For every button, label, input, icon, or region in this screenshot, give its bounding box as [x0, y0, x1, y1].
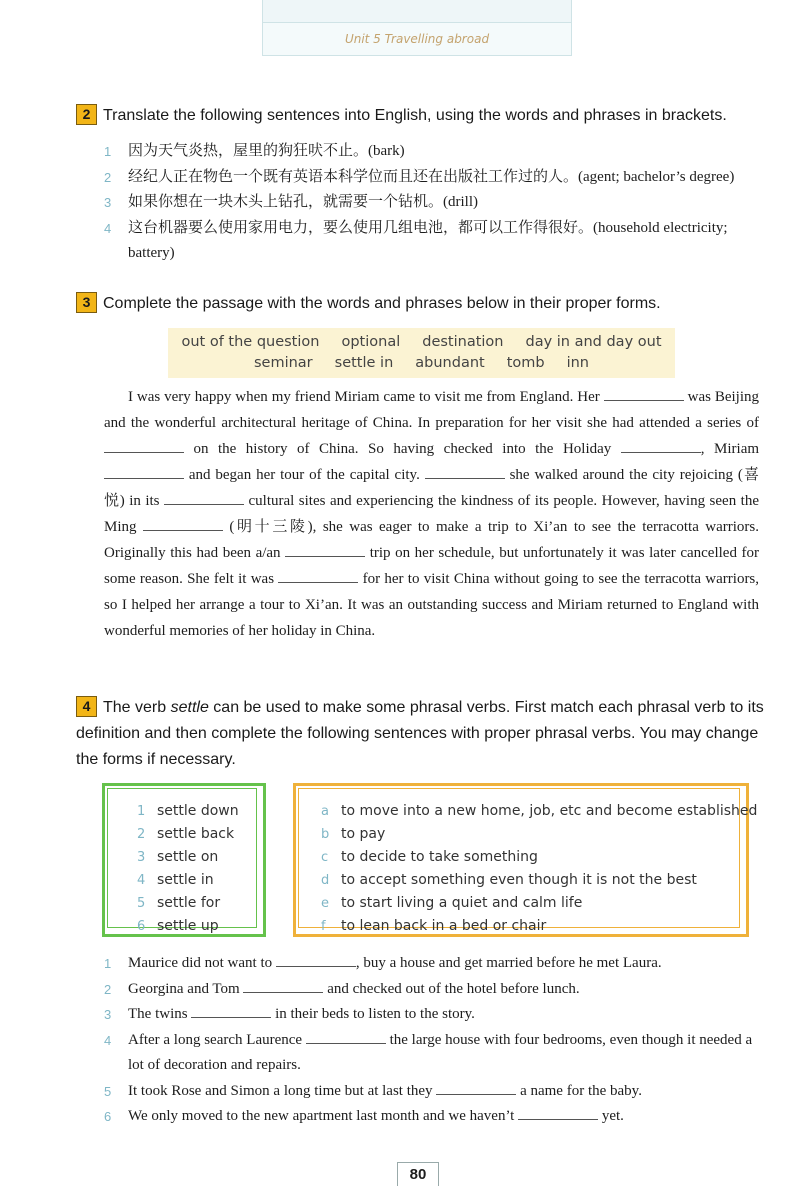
- word-bank-item: tomb: [506, 355, 545, 371]
- list-item: 1 Maurice did not want to , buy a house and get married before he met Laura.: [104, 951, 759, 977]
- word-bank-item: seminar: [253, 355, 313, 371]
- answer-blank[interactable]: [518, 1105, 598, 1120]
- list-item: 3 如果你想在一块木头上钻孔，就需要一个钻机。(drill): [104, 194, 478, 210]
- list-item: c to decide to take something: [321, 849, 538, 865]
- section-2-number: 2: [76, 104, 97, 125]
- list-item: 1 settle down: [137, 803, 239, 819]
- section-2-instruction: Translate the following sentences into English, using the words and phrases in brackets.: [103, 107, 727, 124]
- list-item: 6 We only moved to the new apartment last month and we haven’t yet.: [104, 1104, 759, 1130]
- list-item: 5 settle for: [137, 895, 221, 911]
- answer-blank[interactable]: [285, 542, 365, 557]
- section-3-heading: [76, 291, 768, 317]
- answer-blank[interactable]: [621, 438, 701, 453]
- section-2-list: [104, 139, 764, 267]
- answer-blank[interactable]: [436, 1080, 516, 1095]
- list-item: 2 settle back: [137, 826, 235, 842]
- word-bank-item: abundant: [415, 355, 485, 371]
- answer-blank[interactable]: [425, 464, 505, 479]
- word-bank: [168, 328, 675, 378]
- section-4-heading: 4 The verb settle can be used to make some phrasal verbs. First match each phrasal verb to its definition and then complete the following sentences with proper phrasal verbs. You may change the forms if necessary.: [76, 698, 764, 768]
- answer-blank[interactable]: [143, 516, 223, 531]
- section-2-heading: [76, 103, 768, 129]
- section-4-number: 4: [76, 696, 97, 717]
- answer-blank[interactable]: [276, 952, 356, 967]
- list-item: 6 settle up: [137, 918, 219, 934]
- unit-title: Unit 5 Travelling abroad: [344, 32, 490, 46]
- passage: I was very happy when my friend Miriam came to visit me from England. Her was Beijing and the wonderful architectural heritage of China. In preparation for her visit she had attended a series of on the history of China. So having checked into the Holiday , Miriam and began her tour of the capital city. she walked around the city rejoicing (喜悦) in its cultural sites and experiencing the kindness of its people. However, having seen the Ming (明十三陵), she was eager to make a trip to Xi’an to see the terracotta warriors. Originally this had been a/an trip on her schedule, but unfortunately it was later cancelled for some reason. She felt it was for her to visit China without going to see the terracotta warriors, so I helped her arrange a tour to Xi’an. It was an outstanding success and Miriam returned to England with wonderful memories of her holiday in China.: [104, 384, 759, 644]
- word-bank-item: destination: [422, 334, 504, 350]
- answer-blank[interactable]: [278, 568, 358, 583]
- section-3-instruction: Complete the passage with the words and phrases below in their proper forms.: [103, 295, 661, 312]
- answer-blank[interactable]: [604, 386, 684, 401]
- answer-blank[interactable]: [306, 1029, 386, 1044]
- answer-blank[interactable]: [104, 464, 184, 479]
- page-number: 80: [397, 1162, 439, 1186]
- list-item: 5 It took Rose and Simon a long time but at last they a name for the baby.: [104, 1079, 759, 1105]
- list-item: d to accept something even though it is not the best: [321, 872, 697, 888]
- list-item: 3 settle on: [137, 849, 219, 865]
- list-item: a to move into a new home, job, etc and become established: [321, 803, 758, 819]
- answer-blank[interactable]: [191, 1003, 271, 1018]
- list-item: 4 After a long search Laurence the large house with four bedrooms, even though it needed a lot of decoration and repairs.: [104, 1028, 759, 1079]
- phrasal-verbs-box: [102, 783, 266, 937]
- unit-header: [262, 0, 572, 56]
- answer-blank[interactable]: [104, 438, 184, 453]
- word-bank-item: out of the question: [181, 334, 320, 350]
- section-3-number: 3: [76, 292, 97, 313]
- list-item: e to start living a quiet and calm life: [321, 895, 583, 911]
- definitions-box: [293, 783, 758, 937]
- answer-blank[interactable]: [164, 490, 244, 505]
- section-4-sentences: [104, 951, 759, 1130]
- word-bank-item: inn: [566, 355, 590, 371]
- word-bank-item: day in and day out: [525, 334, 662, 350]
- list-item: 4 settle in: [137, 872, 214, 888]
- list-item: b to pay: [321, 826, 386, 842]
- list-item: 3 The twins in their beds to listen to the story.: [104, 1002, 759, 1028]
- word-bank-item: settle in: [334, 355, 394, 371]
- list-item: 2 经纪人正在物色一个既有英语本科学位而且还在出版社工作过的人。(agent; bachelor’s degree): [104, 168, 735, 185]
- list-item: f to lean back in a bed or chair: [321, 918, 547, 934]
- list-item: 4 这台机器要么使用家用电力，要么使用几组电池，都可以工作得很好。(household electricity; battery): [104, 219, 728, 261]
- list-item: 2 Georgina and Tom and checked out of the hotel before lunch.: [104, 977, 759, 1003]
- header-band: [263, 0, 571, 23]
- list-item: 1 因为天气炎热，屋里的狗狂吠不止。(bark): [104, 143, 405, 159]
- answer-blank[interactable]: [243, 978, 323, 993]
- word-bank-item: optional: [341, 334, 401, 350]
